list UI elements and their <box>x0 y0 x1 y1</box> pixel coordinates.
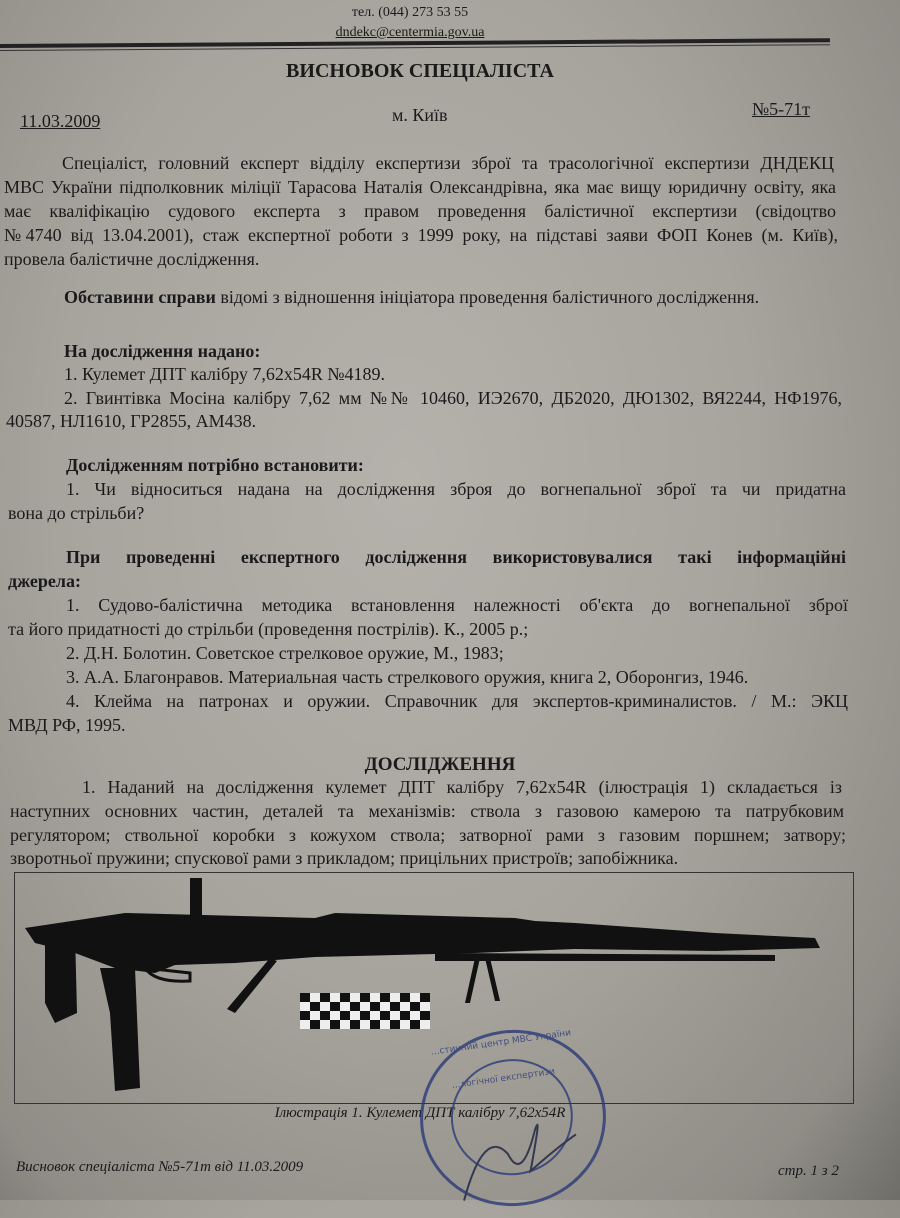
text-line: №4740 від 13.04.2001), стаж експертної роботи з 1999 року, на підставі заяви ФОП Конев (м. Київ), <box>4 225 838 245</box>
document-number: №5-71т <box>752 99 811 119</box>
stamp-text: ...стичний центр МВС України <box>430 1028 572 1058</box>
text-line: 1. Наданий на дослідження кулемет ДПТ калібру 7,62х54R (ілюстрація 1) складається із <box>82 777 842 797</box>
footer-page-number: стр. 1 з 2 <box>778 1163 839 1179</box>
text-line: зворотньої пружини; спускової рами з прикладом; прицільних пристроїв; запобіжника. <box>10 848 679 868</box>
text-line: провела балістичне дослідження. <box>4 249 260 269</box>
signature <box>412 1021 614 1214</box>
sources-heading: При проведенні експертного дослідження використовувалися такі інформаційні <box>66 547 846 567</box>
source-item: 2. Д.Н. Болотин. Советское стрелковое оружие, М., 1983; <box>66 643 504 663</box>
text-line: 1. Кулемет ДПТ калібру 7,62х54R №4189. <box>64 364 386 384</box>
header-email: dndekc@centermia.gov.ua <box>335 25 485 40</box>
header-phone: тел. (044) 273 53 55 <box>351 5 469 20</box>
text-line: 1. Чи відноситься надана на дослідження зброя до вогнепальної зброї та чи придатна <box>66 479 846 499</box>
source-item: 4. Клейма на патронах и оружии. Справочник для экспертов-криминалистов. / М.: ЭКЦ <box>66 691 848 711</box>
text-line: МВС України підполковник міліції Тарасова Наталія Олександрівна, яка має вищу юридичну освіту, яка <box>4 177 836 197</box>
text-line: наступних основних частин, деталей та механізмів: ствола з газовою камерою та патрубковим <box>10 801 844 821</box>
scale-ruler <box>300 993 430 1029</box>
text-line: вона до стрільби? <box>8 503 145 523</box>
document-date: 11.03.2009 <box>20 111 101 131</box>
text-line: 40587, НЛ1610, ГР2855, АМ438. <box>6 411 257 431</box>
provided-heading: На дослідження надано: <box>64 341 261 361</box>
official-stamp <box>409 1018 618 1218</box>
illustration-caption: Ілюстрація 1. Кулемет ДПТ калібру 7,62х54R <box>274 1105 566 1121</box>
question-heading: Дослідженням потрібно встановити: <box>66 455 364 475</box>
circumstances-paragraph <box>64 286 759 308</box>
research-heading: ДОСЛІДЖЕННЯ <box>364 754 516 775</box>
source-item: 3. А.А. Благонравов. Материальная часть стрелкового оружия, книга 2, Оборонгиз, 1946. <box>66 667 749 687</box>
circumstances-label: Обставини справи <box>64 287 216 307</box>
footer-document-ref: Висновок спеціаліста №5-71т від 11.03.2009 <box>16 1159 304 1175</box>
document-title: ВИСНОВОК СПЕЦІАЛІСТА <box>286 60 554 82</box>
text-line: 2. Гвинтівка Мосіна калібру 7,62 мм №№ 10460, ИЭ2670, ДБ2020, ДЮ1302, ВЯ2244, НФ1976, <box>64 388 842 408</box>
source-item: 1. Судово-балістична методика встановлення належності об'єкта до вогнепальної зброї <box>66 595 848 615</box>
source-item: МВД РФ, 1995. <box>8 715 126 735</box>
sources-heading-cont: джерела: <box>8 571 82 591</box>
circumstances-text: відомі з відношення ініціатора проведення балістичного дослідження. <box>215 287 760 307</box>
text-line: Спеціаліст, головний експерт відділу експертизи зброї та трасологічної експертизи ДНДЕКЦ <box>62 153 834 173</box>
text-line: має кваліфікацію судового експерта з правом проведення балістичної експертизи (свідоцтво <box>4 201 836 221</box>
stamp-text: ...логічної експертизи <box>451 1066 556 1092</box>
source-item: та його придатності до стрільби (проведення пострілів). К., 2005 р.; <box>8 619 529 639</box>
document-city: м. Київ <box>392 105 448 125</box>
text-line: регулятором; ствольної коробки з кожухом ствола; затворної рами з газовим поршнем; затвору; <box>10 825 846 845</box>
